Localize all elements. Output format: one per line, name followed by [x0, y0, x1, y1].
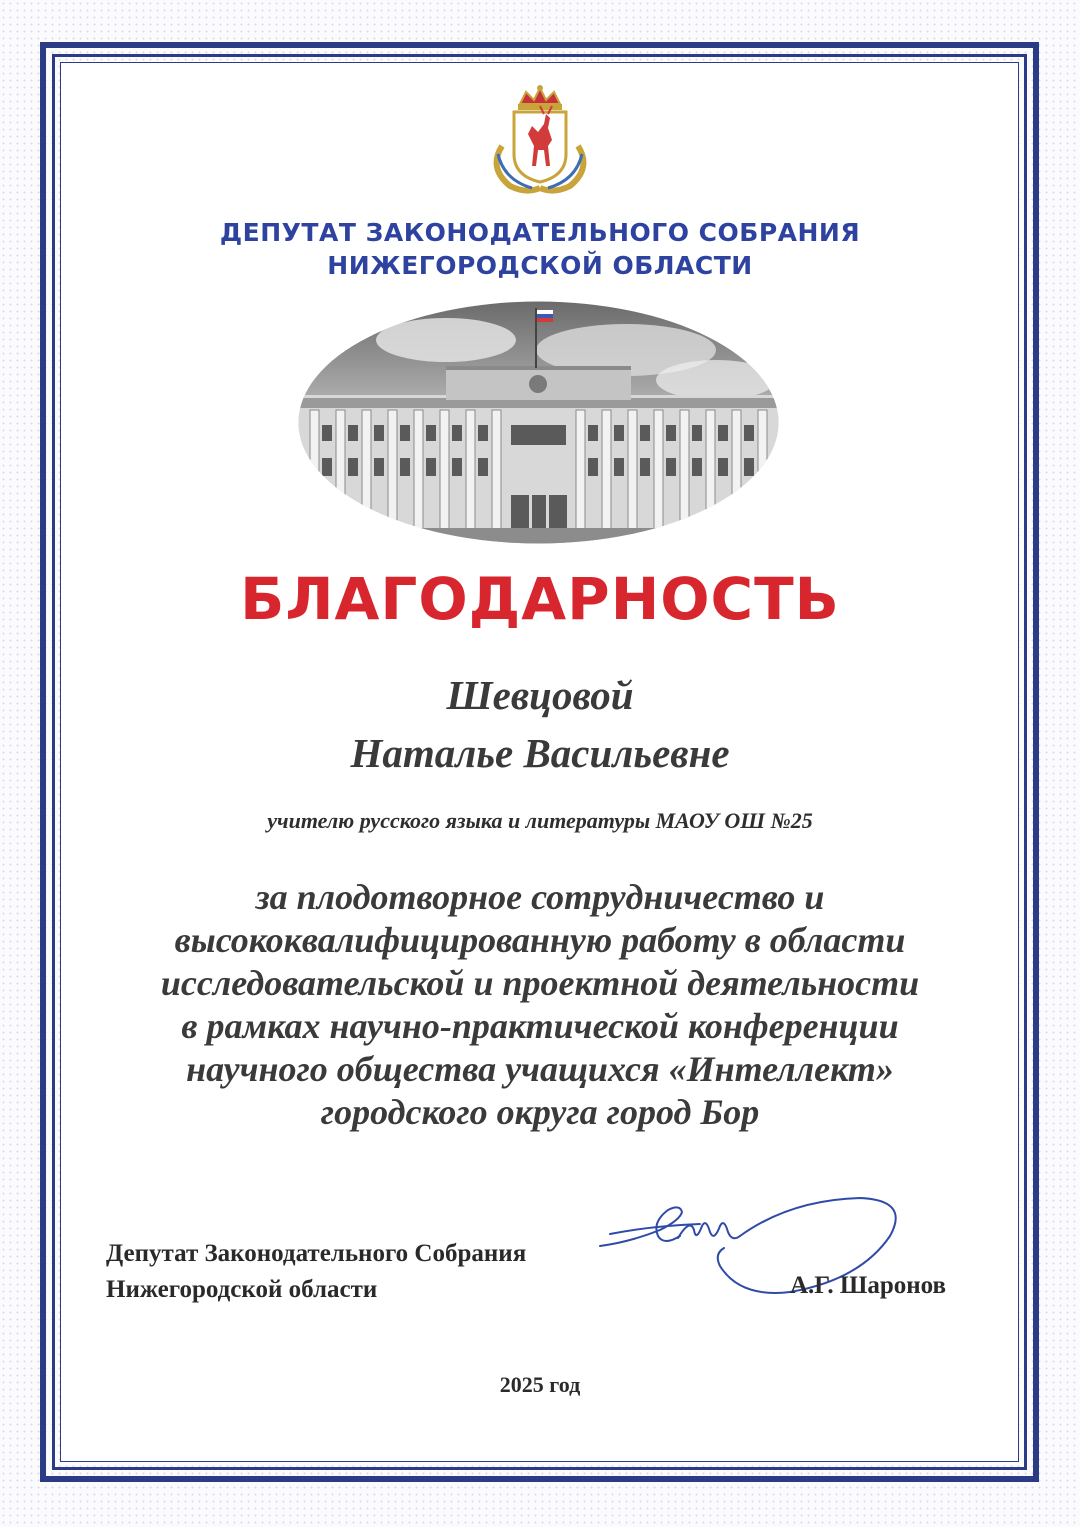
- issuer-header: [0, 216, 1080, 282]
- recipient-given-names: Наталье Васильевне: [350, 730, 730, 776]
- document-year: 2025 год: [499, 1372, 581, 1397]
- document-title: БЛАГОДАРНОСТЬ: [240, 565, 840, 633]
- reason-line: за плодотворное сотрудничество и: [255, 877, 825, 917]
- recipient-name: [0, 666, 1080, 782]
- signatory-org-line-1: Депутат Законодательного Собрания: [106, 1240, 527, 1267]
- signatory-org-line-2: Нижегородской области: [106, 1276, 378, 1303]
- recipient-position: учителю русского языка и литературы МАОУ ОШ №25: [267, 808, 813, 833]
- reason-line: высококвалифицированную работу в области: [174, 920, 906, 960]
- signatory-organization: [106, 1236, 526, 1308]
- coat-of-arms-icon: [482, 84, 598, 196]
- reason-line: научного общества учащихся «Интеллект»: [186, 1049, 894, 1089]
- header-line-2: НИЖЕГОРОДСКОЙ ОБЛАСТИ: [327, 251, 753, 280]
- header-line-1: ДЕПУТАТ ЗАКОНОДАТЕЛЬНОГО СОБРАНИЯ: [219, 218, 861, 247]
- building-illustration: [296, 300, 781, 545]
- signer-name: А.Г. Шаронов: [790, 1272, 947, 1299]
- recipient-surname: Шевцовой: [446, 672, 634, 718]
- reason-line: в рамках научно-практической конференции: [181, 1006, 899, 1046]
- reason-line: городского округа город Бор: [320, 1092, 760, 1132]
- award-reason: [0, 876, 1080, 1134]
- reason-line: исследовательской и проектной деятельности: [160, 963, 920, 1003]
